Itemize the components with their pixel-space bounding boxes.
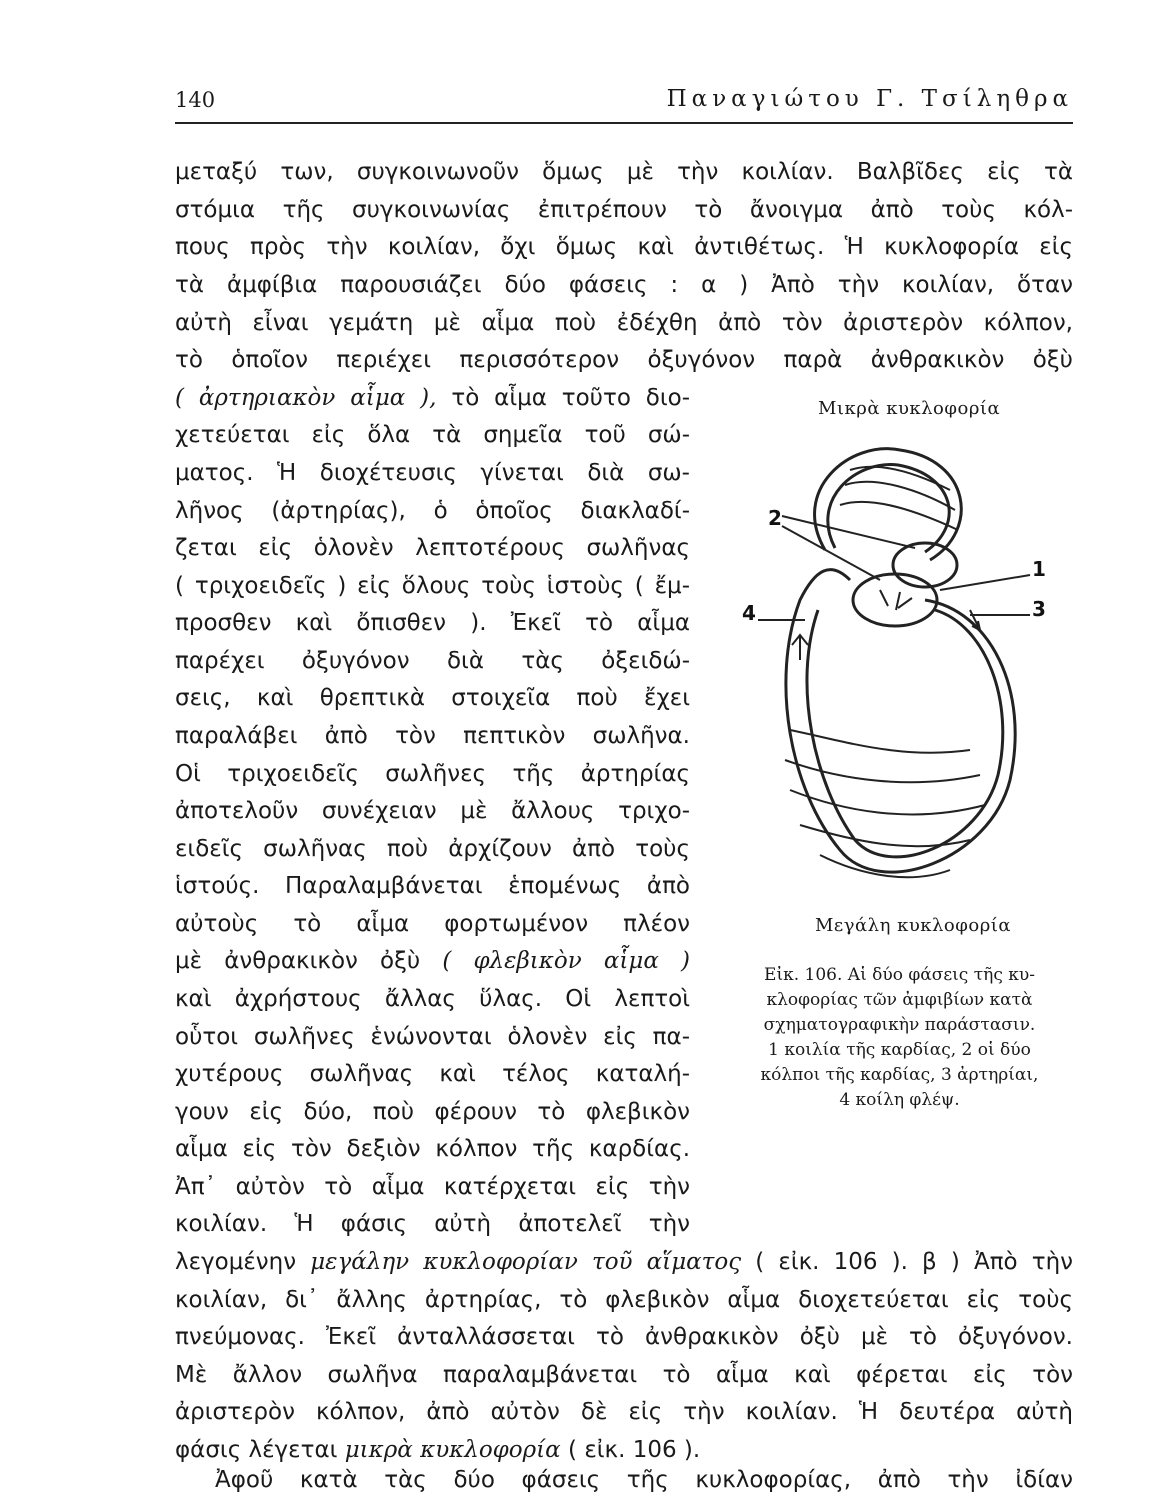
running-head: Παναγιώτου Γ. Τσίληθρα bbox=[666, 86, 1073, 112]
body-line: χετεύεται εἰς ὅλα τὰ σημεῖα τοῦ σώ- bbox=[175, 422, 690, 448]
body-text: λεγομένην bbox=[175, 1249, 297, 1275]
body-line: οὗτοι σωλῆνες ἑνώνονται ὁλονὲν εἰς πα- bbox=[175, 1024, 690, 1050]
body-line: αὐτὴ εἶναι γεμάτη μὲ αἷμα ποὺ ἐδέχθη ἀπὸ τὸν ἀριστερὸν κόλπον, bbox=[175, 310, 1073, 336]
body-line: ἀποτελοῦν συνέχειαν μὲ ἄλλους τριχο- bbox=[175, 798, 690, 824]
body-line: γουν εἰς δύο, ποὺ φέρουν τὸ φλεβικὸν bbox=[175, 1099, 690, 1125]
body-line bbox=[175, 946, 690, 976]
body-line: ( τριχοειδεῖς ) εἰς ὅλους τοὺς ἱστοὺς ( ἔμ- bbox=[175, 573, 690, 599]
body-line: παραλάβει ἀπὸ τὸν πεπτικὸν σωλῆνα. bbox=[175, 723, 690, 749]
body-line: αὐτοὺς τὸ αἷμα φορτωμένον πλέον bbox=[175, 911, 690, 937]
body-text: ( εἰκ. 106 ). bbox=[568, 1437, 701, 1463]
body-line: ἱστούς. Παραλαμβάνεται ἑπομένως ἀπὸ bbox=[175, 873, 690, 899]
page-number: 140 bbox=[175, 88, 216, 112]
body-text: ( εἰκ. 106 ). β ) Ἀπὸ τὴν bbox=[755, 1249, 1074, 1275]
body-text: μὲ ἀνθρακικὸν ὀξὺ bbox=[175, 948, 421, 974]
caption-line: 4 κοίλη φλέψ. bbox=[839, 1090, 960, 1110]
body-line: αἷμα εἰς τὸν δεξιὸν κόλπον τῆς καρδίας. bbox=[175, 1136, 690, 1162]
body-line: τὸ ὁποῖον περιέχει περισσότερον ὀξυγόνον παρὰ ἀνθρακικὸν ὀξὺ bbox=[175, 347, 1073, 373]
caption-line: 1 κοιλία τῆς καρδίας, 2 οἱ δύο bbox=[768, 1040, 1031, 1060]
body-line: ειδεῖς σωλῆνας ποὺ ἀρχίζουν ἀπὸ τοὺς bbox=[175, 836, 690, 862]
body-line: ζεται εἰς ὁλονὲν λεπτοτέρους σωλῆνας bbox=[175, 535, 690, 561]
body-line: σεις, καὶ θρεπτικὰ στοιχεῖα ποὺ ἔχει bbox=[175, 685, 690, 711]
caption-line: σχηματογραφικὴν παράστασιν. bbox=[763, 1015, 1036, 1035]
figure-caption bbox=[722, 963, 1077, 1113]
body-line bbox=[175, 1435, 1073, 1465]
body-line: κοιλίαν, δι᾽ ἄλλης ἀρτηρίας, τὸ φλεβικὸν αἷμα διοχετεύεται εἰς τοὺς bbox=[175, 1287, 1073, 1313]
callout-1: 1 bbox=[1032, 557, 1046, 581]
caption-line: κόλποι τῆς καρδίας, 3 ἀρτηρίαι, bbox=[760, 1065, 1039, 1085]
caption-line: Εἰκ. 106. Αἱ δύο φάσεις τῆς κυ- bbox=[764, 965, 1035, 985]
body-line bbox=[175, 1247, 1073, 1277]
body-line: προσθεν καὶ ὄπισθεν ). Ἐκεῖ τὸ αἷμα bbox=[175, 610, 690, 636]
italic-term: ( φλεβικὸν αἷμα ) bbox=[442, 948, 690, 974]
body-line: κοιλίαν. Ἡ φάσις αὐτὴ ἀποτελεῖ τὴν bbox=[175, 1211, 690, 1237]
body-line: Ἀφοῦ κατὰ τὰς δύο φάσεις τῆς κυκλοφορίας, ἀπὸ τὴν ἰδίαν bbox=[215, 1467, 1073, 1493]
body-line: παρέχει ὀξυγόνον διὰ τὰς ὀξειδώ- bbox=[175, 648, 690, 674]
caption-line: κλοφορίας τῶν ἀμφιβίων κατὰ bbox=[766, 990, 1033, 1010]
body-text: φάσις λέγεται bbox=[175, 1437, 338, 1463]
body-line: στόμια τῆς συγκοινωνίας ἐπιτρέπουν τὸ ἄνοιγμα ἀπὸ τοὺς κόλ- bbox=[175, 197, 1073, 223]
italic-term: μεγάλην κυκλοφορίαν τοῦ αἵματος bbox=[310, 1249, 742, 1275]
body-line: καὶ ἀχρήστους ἄλλας ὕλας. Οἱ λεπτοὶ bbox=[175, 986, 690, 1012]
italic-term: μικρὰ κυκλοφορία bbox=[344, 1437, 561, 1463]
body-line: χυτέρους σωλῆνας καὶ τέλος καταλή- bbox=[175, 1061, 690, 1087]
italic-term: ( ἀρτηριακὸν αἷμα ), bbox=[175, 385, 437, 411]
body-line bbox=[175, 383, 690, 413]
body-line: ματος. Ἡ διοχέτευσις γίνεται διὰ σω- bbox=[175, 460, 690, 486]
body-line: Οἱ τριχοειδεῖς σωλῆνες τῆς ἀρτηρίας bbox=[175, 761, 690, 787]
callout-4: 4 bbox=[742, 601, 756, 625]
ventricle bbox=[853, 574, 937, 626]
callout-3: 3 bbox=[1032, 597, 1046, 621]
body-line: Ἀπ᾽ αὐτὸν τὸ αἷμα κατέρχεται εἰς τὴν bbox=[175, 1174, 690, 1200]
page-header bbox=[175, 82, 1073, 124]
figure-bottom-label: Μεγάλη κυκλοφορία bbox=[815, 915, 1012, 936]
circulation-diagram bbox=[730, 430, 1070, 910]
body-line: Μὲ ἄλλον σωλῆνα παραλαμβάνεται τὸ αἷμα καὶ φέρεται εἰς τὸν bbox=[175, 1362, 1073, 1388]
body-line: λῆνος (ἀρτηρίας), ὁ ὁποῖος διακλαδί- bbox=[175, 498, 690, 524]
body-line: τὰ ἀμφίβια παρουσιάζει δύο φάσεις : α ) Ἀπὸ τὴν κοιλίαν, ὅταν bbox=[175, 272, 1073, 298]
body-text: τὸ αἷμα τοῦτο διο- bbox=[451, 385, 691, 411]
callout-2: 2 bbox=[768, 506, 782, 530]
body-line: πους πρὸς τὴν κοιλίαν, ὄχι ὅμως καὶ ἀντιθέτως. Ἡ κυκλοφορία εἰς bbox=[175, 234, 1073, 260]
figure-top-label: Μικρὰ κυκλοφορία bbox=[818, 398, 1001, 419]
body-line: ἀριστερὸν κόλπον, ἀπὸ αὐτὸν δὲ εἰς τὴν κοιλίαν. Ἡ δευτέρα αὐτὴ bbox=[175, 1399, 1073, 1425]
body-line: μεταξύ των, συγκοινωνοῦν ὅμως μὲ τὴν κοιλίαν. Βαλβῖδες εἰς τὰ bbox=[175, 159, 1073, 185]
body-line: πνεύμονας. Ἐκεῖ ἀνταλλάσσεται τὸ ἀνθρακικὸν ὀξὺ μὲ τὸ ὀξυγόνον. bbox=[175, 1324, 1073, 1350]
